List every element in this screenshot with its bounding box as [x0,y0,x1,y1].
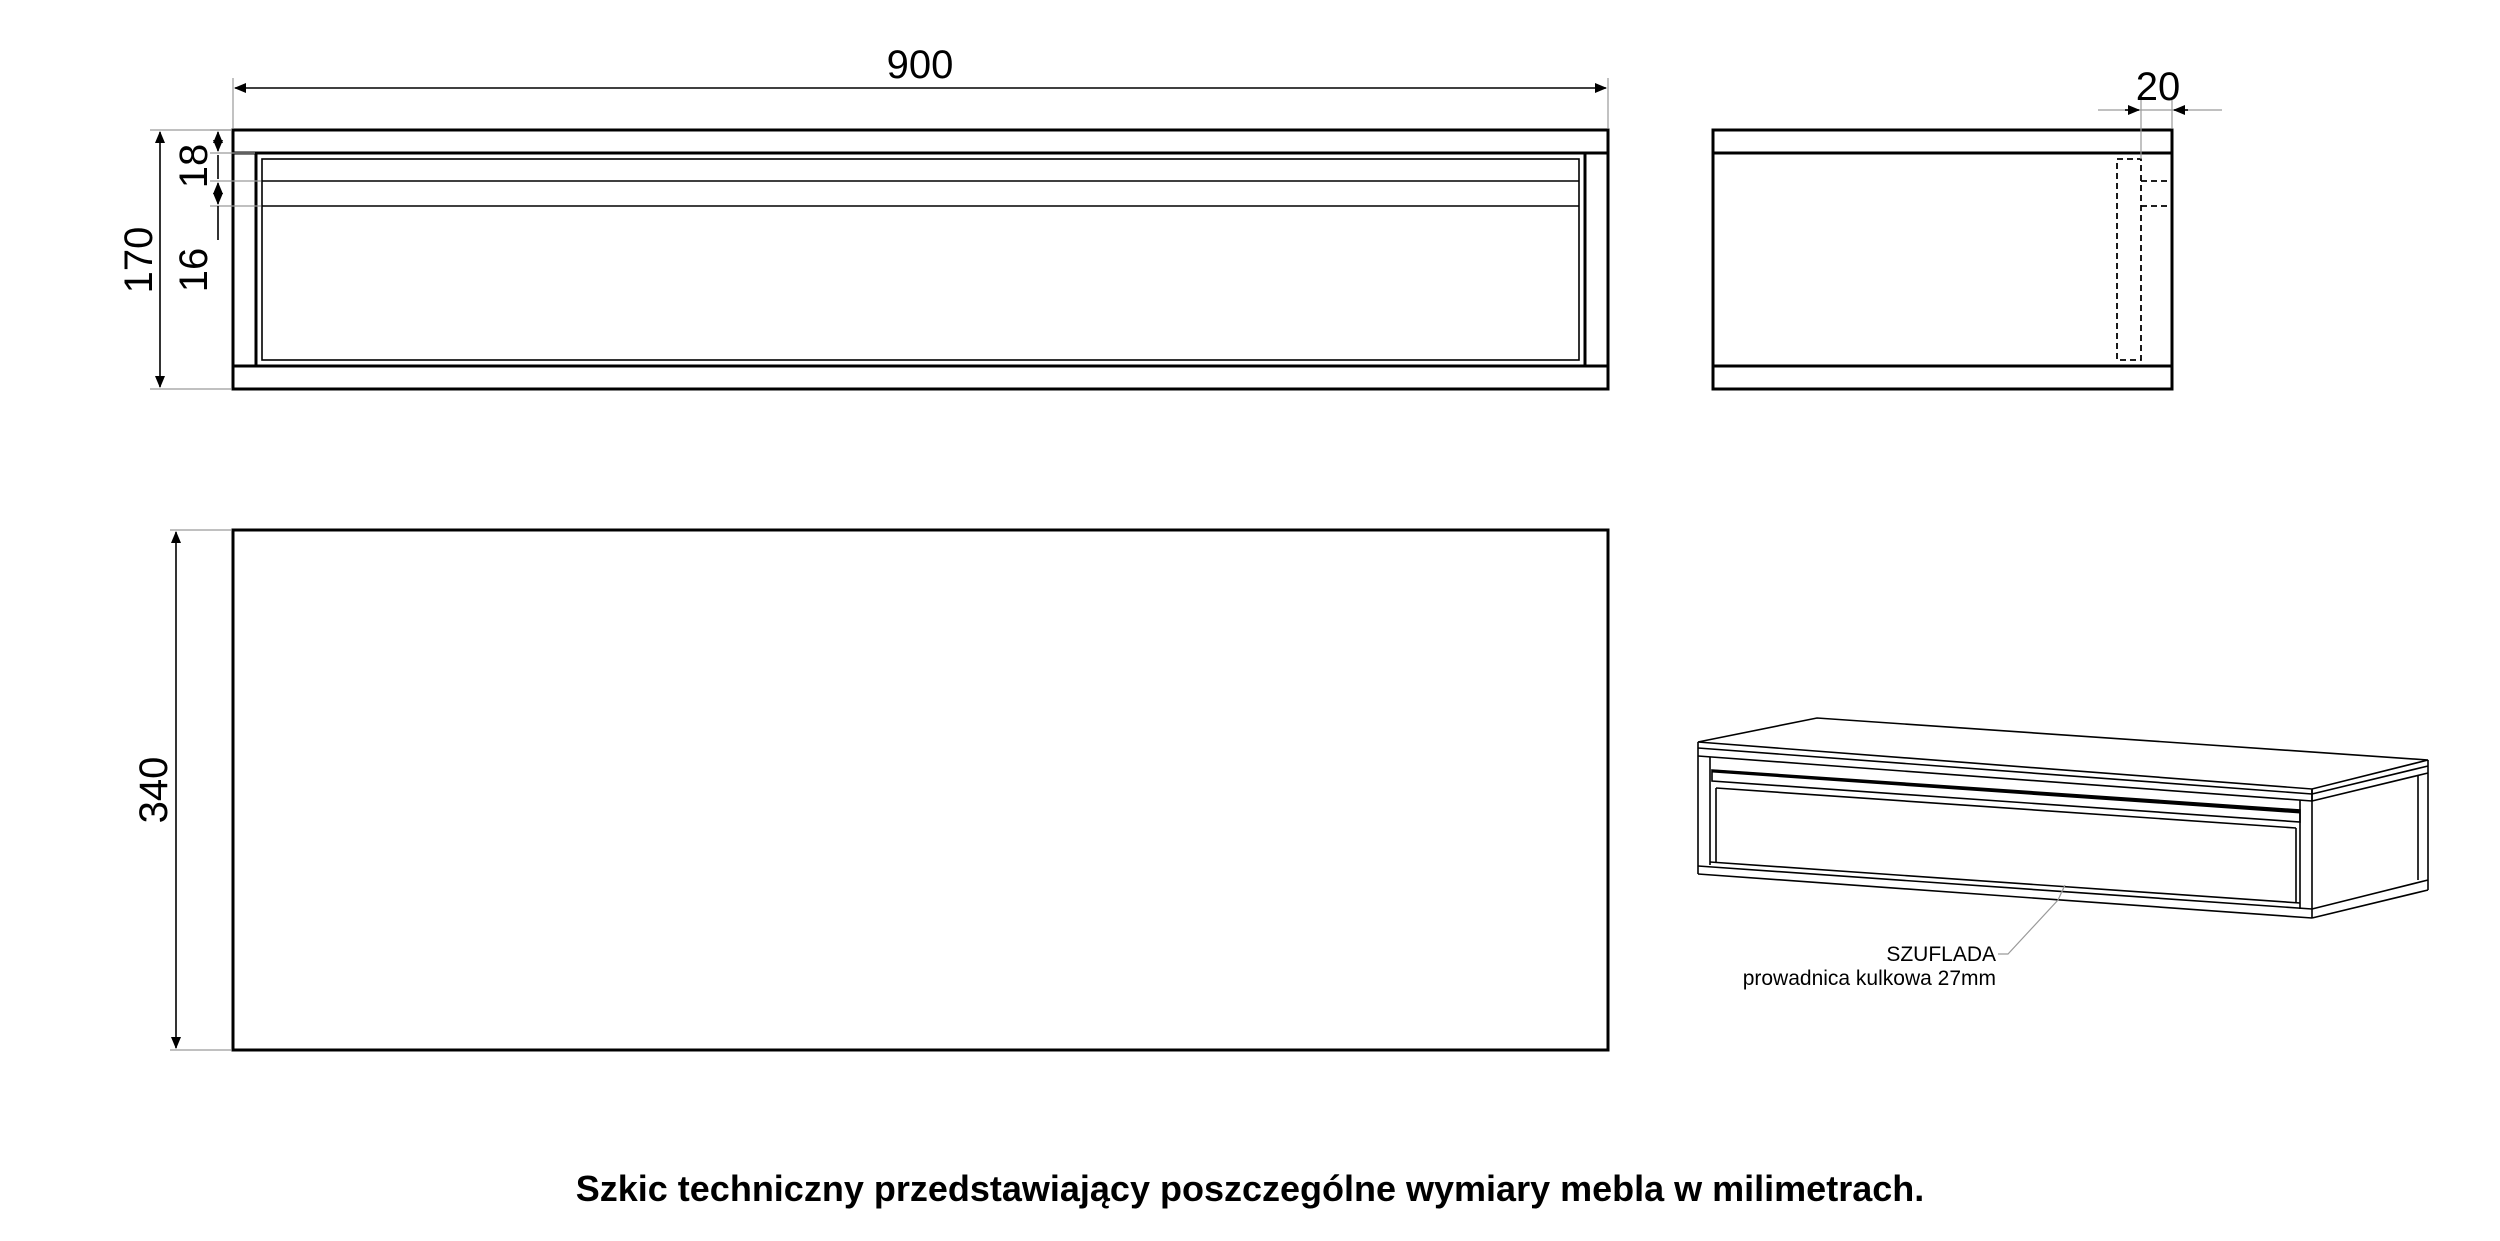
annotation-hardware: prowadnica kulkowa 27mm [1742,967,1996,990]
drawer-front-panel [262,159,1579,360]
front-outer-frame [233,130,1608,389]
top-view [233,530,1608,1050]
dimension-setback-label: 20 [2135,65,2181,109]
drawing-caption: Szkic techniczny przedstawiający poszczególne wymiary mebla w milimetrach. [575,1168,1925,1209]
dimension-height-label: 170 [117,226,161,294]
dimension-setback [2098,65,2222,159]
side-drawer-front-hidden [2117,159,2141,360]
dimension-top-board [172,130,261,206]
annotation-part-name: SZUFLADA [1886,943,1996,966]
dimension-width-label: 900 [886,43,954,87]
top-outer-frame [233,530,1608,1050]
dimension-drawer-gap-label: 16 [172,247,216,293]
side-outer-frame [1713,130,2172,389]
side-view [1713,130,2172,389]
dimension-width [233,43,1608,128]
dimension-top-board-label: 18 [172,143,216,189]
isometric-view [1698,718,2428,954]
dimension-depth [132,530,231,1050]
front-view [233,130,1608,389]
dimension-depth-label: 340 [132,756,176,824]
dimension-drawer-gap [172,183,218,292]
iso-leader-line [1998,885,2065,954]
